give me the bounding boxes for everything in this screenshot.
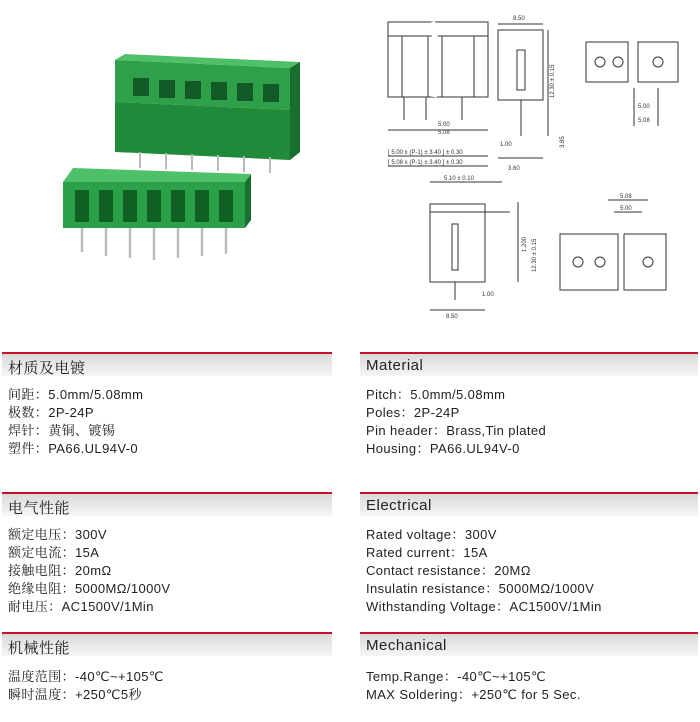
spec-row: 耐电压：AC1500V/1Min	[8, 599, 154, 614]
dim-8-50-bottom: 8.50	[446, 314, 458, 320]
spec-row: 温度范围：-40℃~+105℃	[8, 669, 164, 684]
dim-5-00-bottom: 5.00	[620, 206, 632, 212]
drawing-top	[380, 8, 695, 178]
dim-pitch-5-08: 5.08	[638, 118, 650, 124]
section-header-electrical-en: Electrical	[360, 492, 698, 516]
spec-row: 额定电流：15A	[8, 545, 100, 560]
spec-row: Withstanding Voltage：AC1500V/1Min	[366, 599, 602, 614]
spec-row: Pin header：Brass,Tin plated	[366, 423, 547, 438]
spec-row: 瞬时温度：+250℃5秒	[8, 687, 142, 702]
formula-a: [ 5.00 x (P-1) ± 3.40 ] ± 0.30	[388, 150, 463, 156]
product-photo	[55, 40, 315, 280]
section-header-mechanical-cn: 机械性能	[2, 632, 332, 656]
spec-row: 绝缘电阻：5000MΩ/1000V	[8, 581, 171, 596]
dim-12-30: 12.30 ± 0.15	[532, 238, 538, 272]
dim-5-08-bottom: 5.08	[620, 194, 632, 200]
spec-row: Housing：PA66.UL94V-0	[366, 441, 520, 456]
spec-row: Temp.Range：-40℃~+105℃	[366, 669, 546, 684]
dim-pitch-5-00: 5.00	[638, 104, 650, 110]
spec-row: 塑件：PA66.UL94V-0	[8, 441, 139, 456]
spec-row: 间距：5.0mm/5.08mm	[8, 387, 144, 402]
spec-row: 接触电阻：20mΩ	[8, 563, 112, 578]
spec-row: Insulatin resistance：5000MΩ/1000V	[366, 581, 595, 596]
dim-1-00: 1.00	[482, 292, 494, 298]
connector-bottom-image	[63, 168, 251, 260]
dim-width-8-50: 8.50	[513, 16, 525, 22]
spec-row: Rated voltage：300V	[366, 527, 497, 542]
spec-row: Rated current：15A	[366, 545, 488, 560]
spec-row: 额定电压：300V	[8, 527, 107, 542]
dim-base: 3.60	[508, 166, 520, 172]
section-header-mechanical-en: Mechanical	[360, 632, 698, 656]
dim-pin-len: 3.85	[560, 136, 566, 148]
drawing-bottom	[410, 172, 695, 322]
spec-row: 极数：2P-24P	[8, 405, 94, 420]
section-header-electrical-cn: 电气性能	[2, 492, 332, 516]
dim-top-5-00: 5.00	[438, 122, 450, 128]
spec-row: Pitch：5.0mm/5.08mm	[366, 387, 506, 402]
section-header-material-en: Material	[360, 352, 698, 376]
spec-row: MAX Soldering：+250℃ for 5 Sec.	[366, 687, 581, 702]
dim-pin-offset: 1.00	[500, 142, 512, 148]
dim-1-200: 1.200	[522, 236, 528, 252]
dim-top-5-08: 5.08	[438, 130, 450, 136]
dim-5-10: 5.10 ± 0.10	[444, 176, 474, 182]
section-header-material-cn: 材质及电镀	[2, 352, 332, 376]
formula-b: [ 5.08 x (P-1) ± 3.40 ] ± 0.30	[388, 160, 463, 166]
spec-row: 焊针：黄铜、镀锡	[8, 423, 116, 438]
spec-row: Poles：2P-24P	[366, 405, 460, 420]
spec-row: Contact resistance：20MΩ	[366, 563, 531, 578]
dim-height: 12.30 ± 0.15	[550, 64, 556, 98]
connector-top-image	[115, 54, 300, 173]
